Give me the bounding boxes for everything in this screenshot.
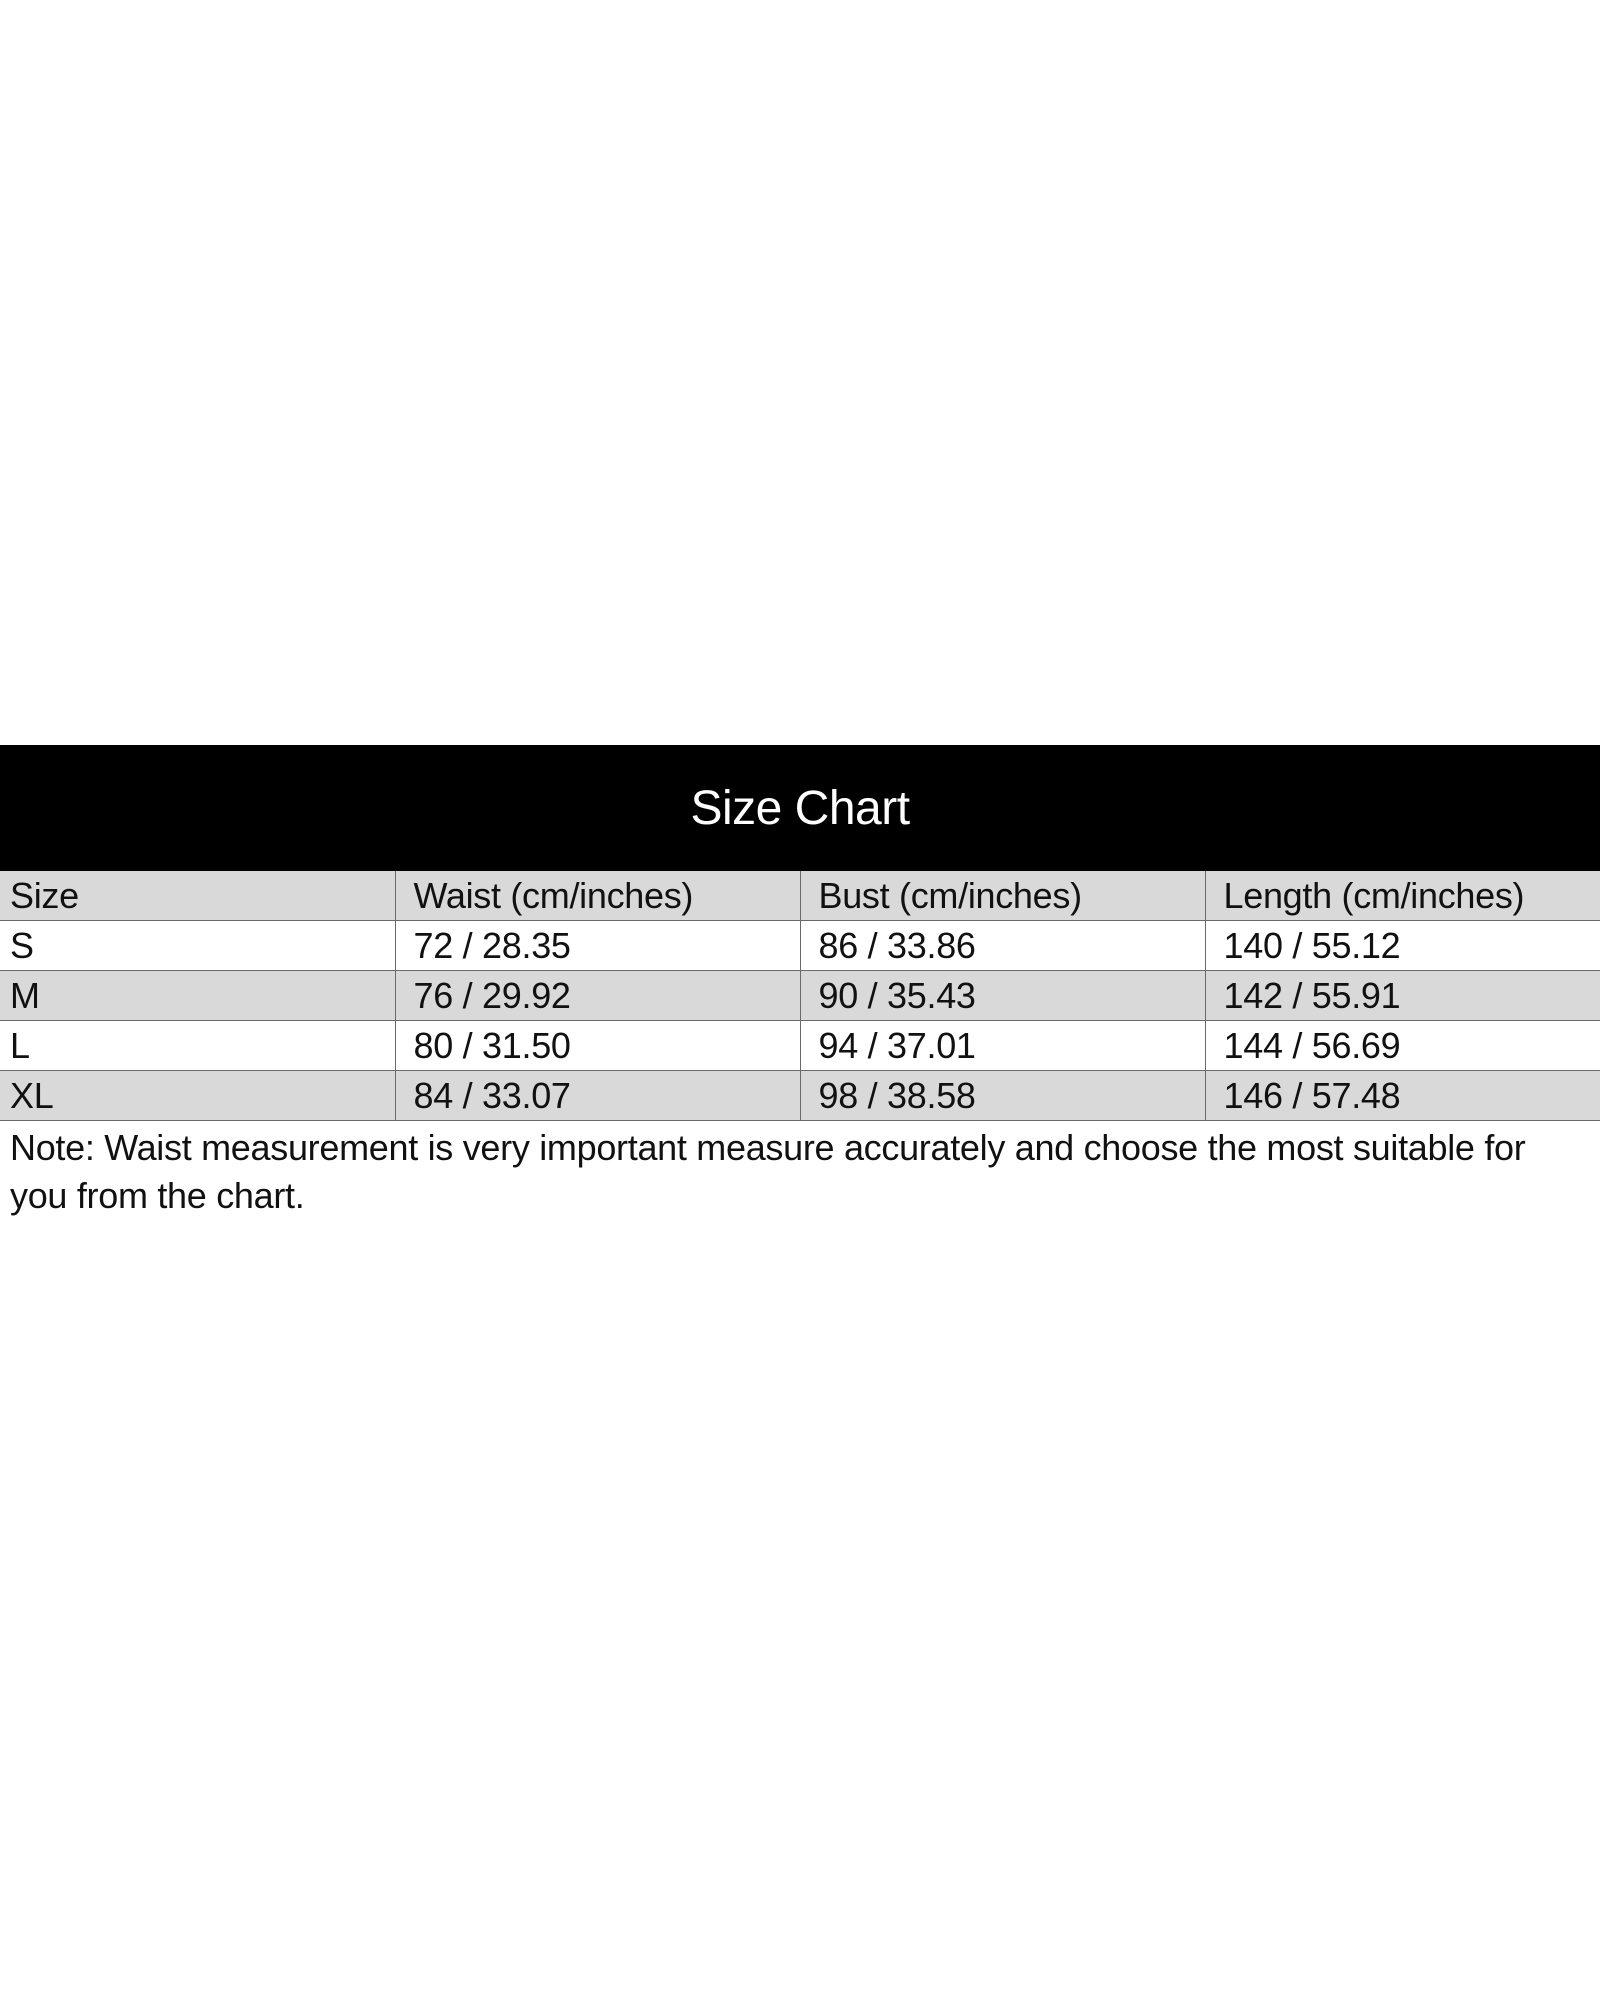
cell-length: 144 / 56.69 bbox=[1205, 1021, 1600, 1071]
cell-waist: 72 / 28.35 bbox=[395, 921, 800, 971]
cell-bust: 94 / 37.01 bbox=[800, 1021, 1205, 1071]
cell-length: 142 / 55.91 bbox=[1205, 971, 1600, 1021]
cell-bust: 90 / 35.43 bbox=[800, 971, 1205, 1021]
cell-bust: 86 / 33.86 bbox=[800, 921, 1205, 971]
chart-title-bar bbox=[0, 745, 1600, 871]
chart-note: Note: Waist measurement is very important measure accurately and choose the most suitable for you from the chart. bbox=[10, 1127, 1526, 1216]
cell-length: 140 / 55.12 bbox=[1205, 921, 1600, 971]
cell-waist: 76 / 29.92 bbox=[395, 971, 800, 1021]
header-waist: Waist (cm/inches) bbox=[395, 871, 800, 921]
table-row bbox=[0, 1071, 1600, 1121]
header-bust: Bust (cm/inches) bbox=[800, 871, 1205, 921]
header-length: Length (cm/inches) bbox=[1205, 871, 1600, 921]
size-table bbox=[0, 871, 1600, 1121]
cell-length: 146 / 57.48 bbox=[1205, 1071, 1600, 1121]
cell-waist: 84 / 33.07 bbox=[395, 1071, 800, 1121]
size-chart bbox=[0, 745, 1600, 1220]
cell-size: XL bbox=[0, 1071, 395, 1121]
cell-size: L bbox=[0, 1021, 395, 1071]
header-size: Size bbox=[0, 871, 395, 921]
table-row bbox=[0, 921, 1600, 971]
table-row bbox=[0, 971, 1600, 1021]
chart-title: Size Chart bbox=[690, 781, 910, 835]
cell-size: S bbox=[0, 921, 395, 971]
cell-waist: 80 / 31.50 bbox=[395, 1021, 800, 1071]
table-row bbox=[0, 1021, 1600, 1071]
table-header-row bbox=[0, 871, 1600, 921]
cell-size: M bbox=[0, 971, 395, 1021]
cell-bust: 98 / 38.58 bbox=[800, 1071, 1205, 1121]
